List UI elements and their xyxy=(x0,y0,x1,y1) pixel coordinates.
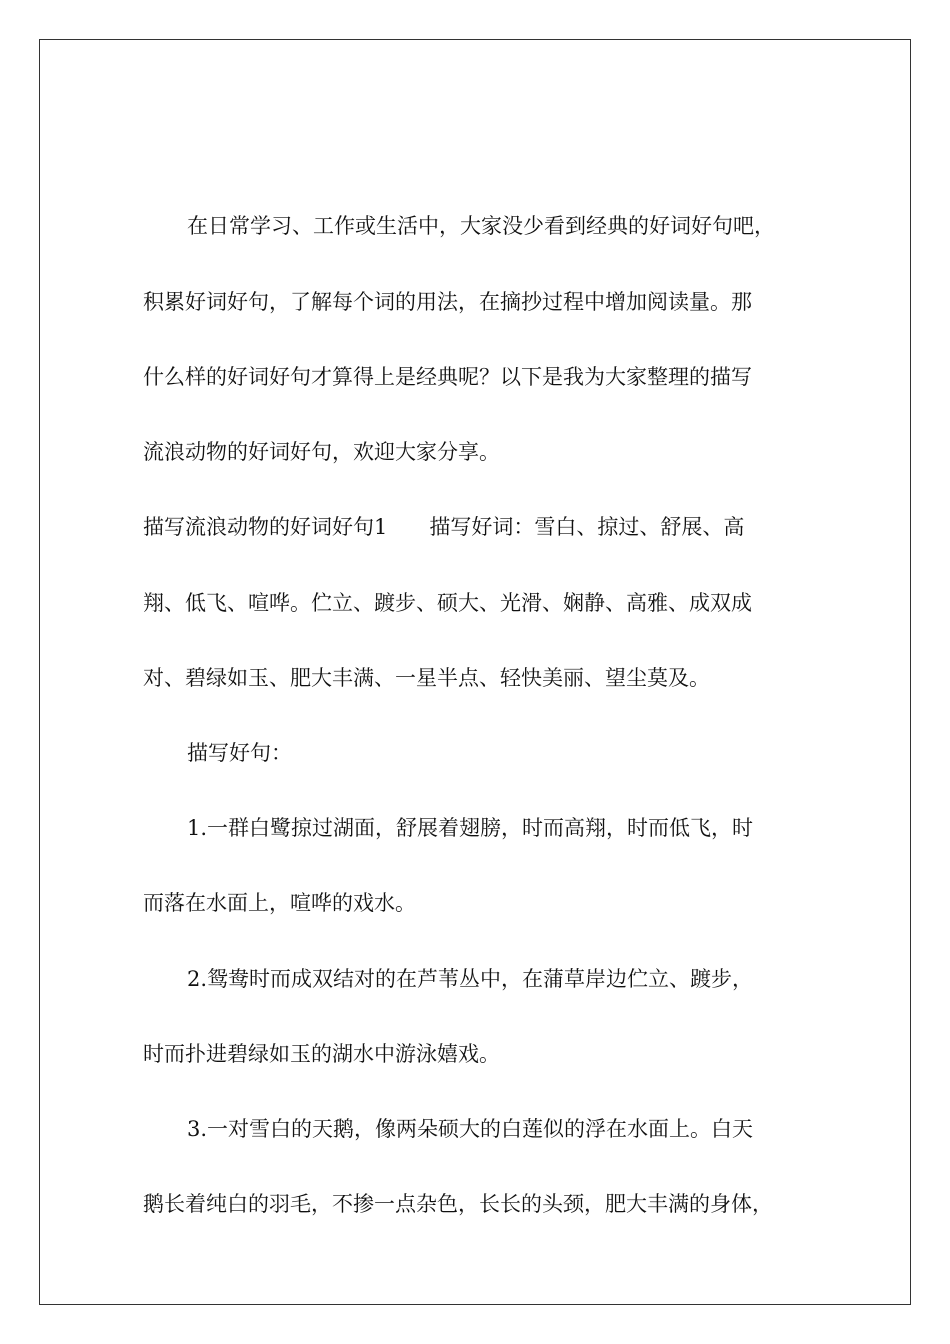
list-item-line: 鹅长着纯白的羽毛，不掺一点杂色，长长的头颈，肥大丰满的身体， xyxy=(143,1192,773,1216)
paragraph-line: 对、碧绿如玉、肥大丰满、一星半点、轻快美丽、望尘莫及。 xyxy=(143,666,710,690)
list-item-line: 而落在水面上，喧哗的戏水。 xyxy=(143,891,416,915)
list-item-line: 3.一对雪白的天鹅，像两朵硕大的白莲似的浮在水面上。白天 xyxy=(187,1117,754,1141)
list-item-line: 1.一群白鹭掠过湖面，舒展着翅膀，时而高翔，时而低飞，时 xyxy=(187,816,754,840)
subheading-line: 描写好句： xyxy=(187,741,292,765)
paragraph-line: 翔、低飞、喧哗。伫立、踱步、硕大、光滑、娴静、高雅、成双成 xyxy=(143,591,752,615)
paragraph-line: 积累好词好句，了解每个词的用法，在摘抄过程中增加阅读量。那 xyxy=(143,290,752,314)
paragraph-line: 什么样的好词好句才算得上是经典呢？以下是我为大家整理的描写 xyxy=(143,365,752,389)
list-item-line: 2.鸳鸯时而成双结对的在芦苇丛中，在蒲草岸边伫立、踱步， xyxy=(187,967,754,991)
list-item-line: 时而扑进碧绿如玉的湖水中游泳嬉戏。 xyxy=(143,1042,500,1066)
paragraph-line: 流浪动物的好词好句，欢迎大家分享。 xyxy=(143,440,500,464)
section-heading-line: 描写流浪动物的好词好句1 描写好词：雪白、掠过、舒展、高 xyxy=(143,515,745,539)
paragraph-line: 在日常学习、工作或生活中，大家没少看到经典的好词好句吧， xyxy=(187,214,775,238)
